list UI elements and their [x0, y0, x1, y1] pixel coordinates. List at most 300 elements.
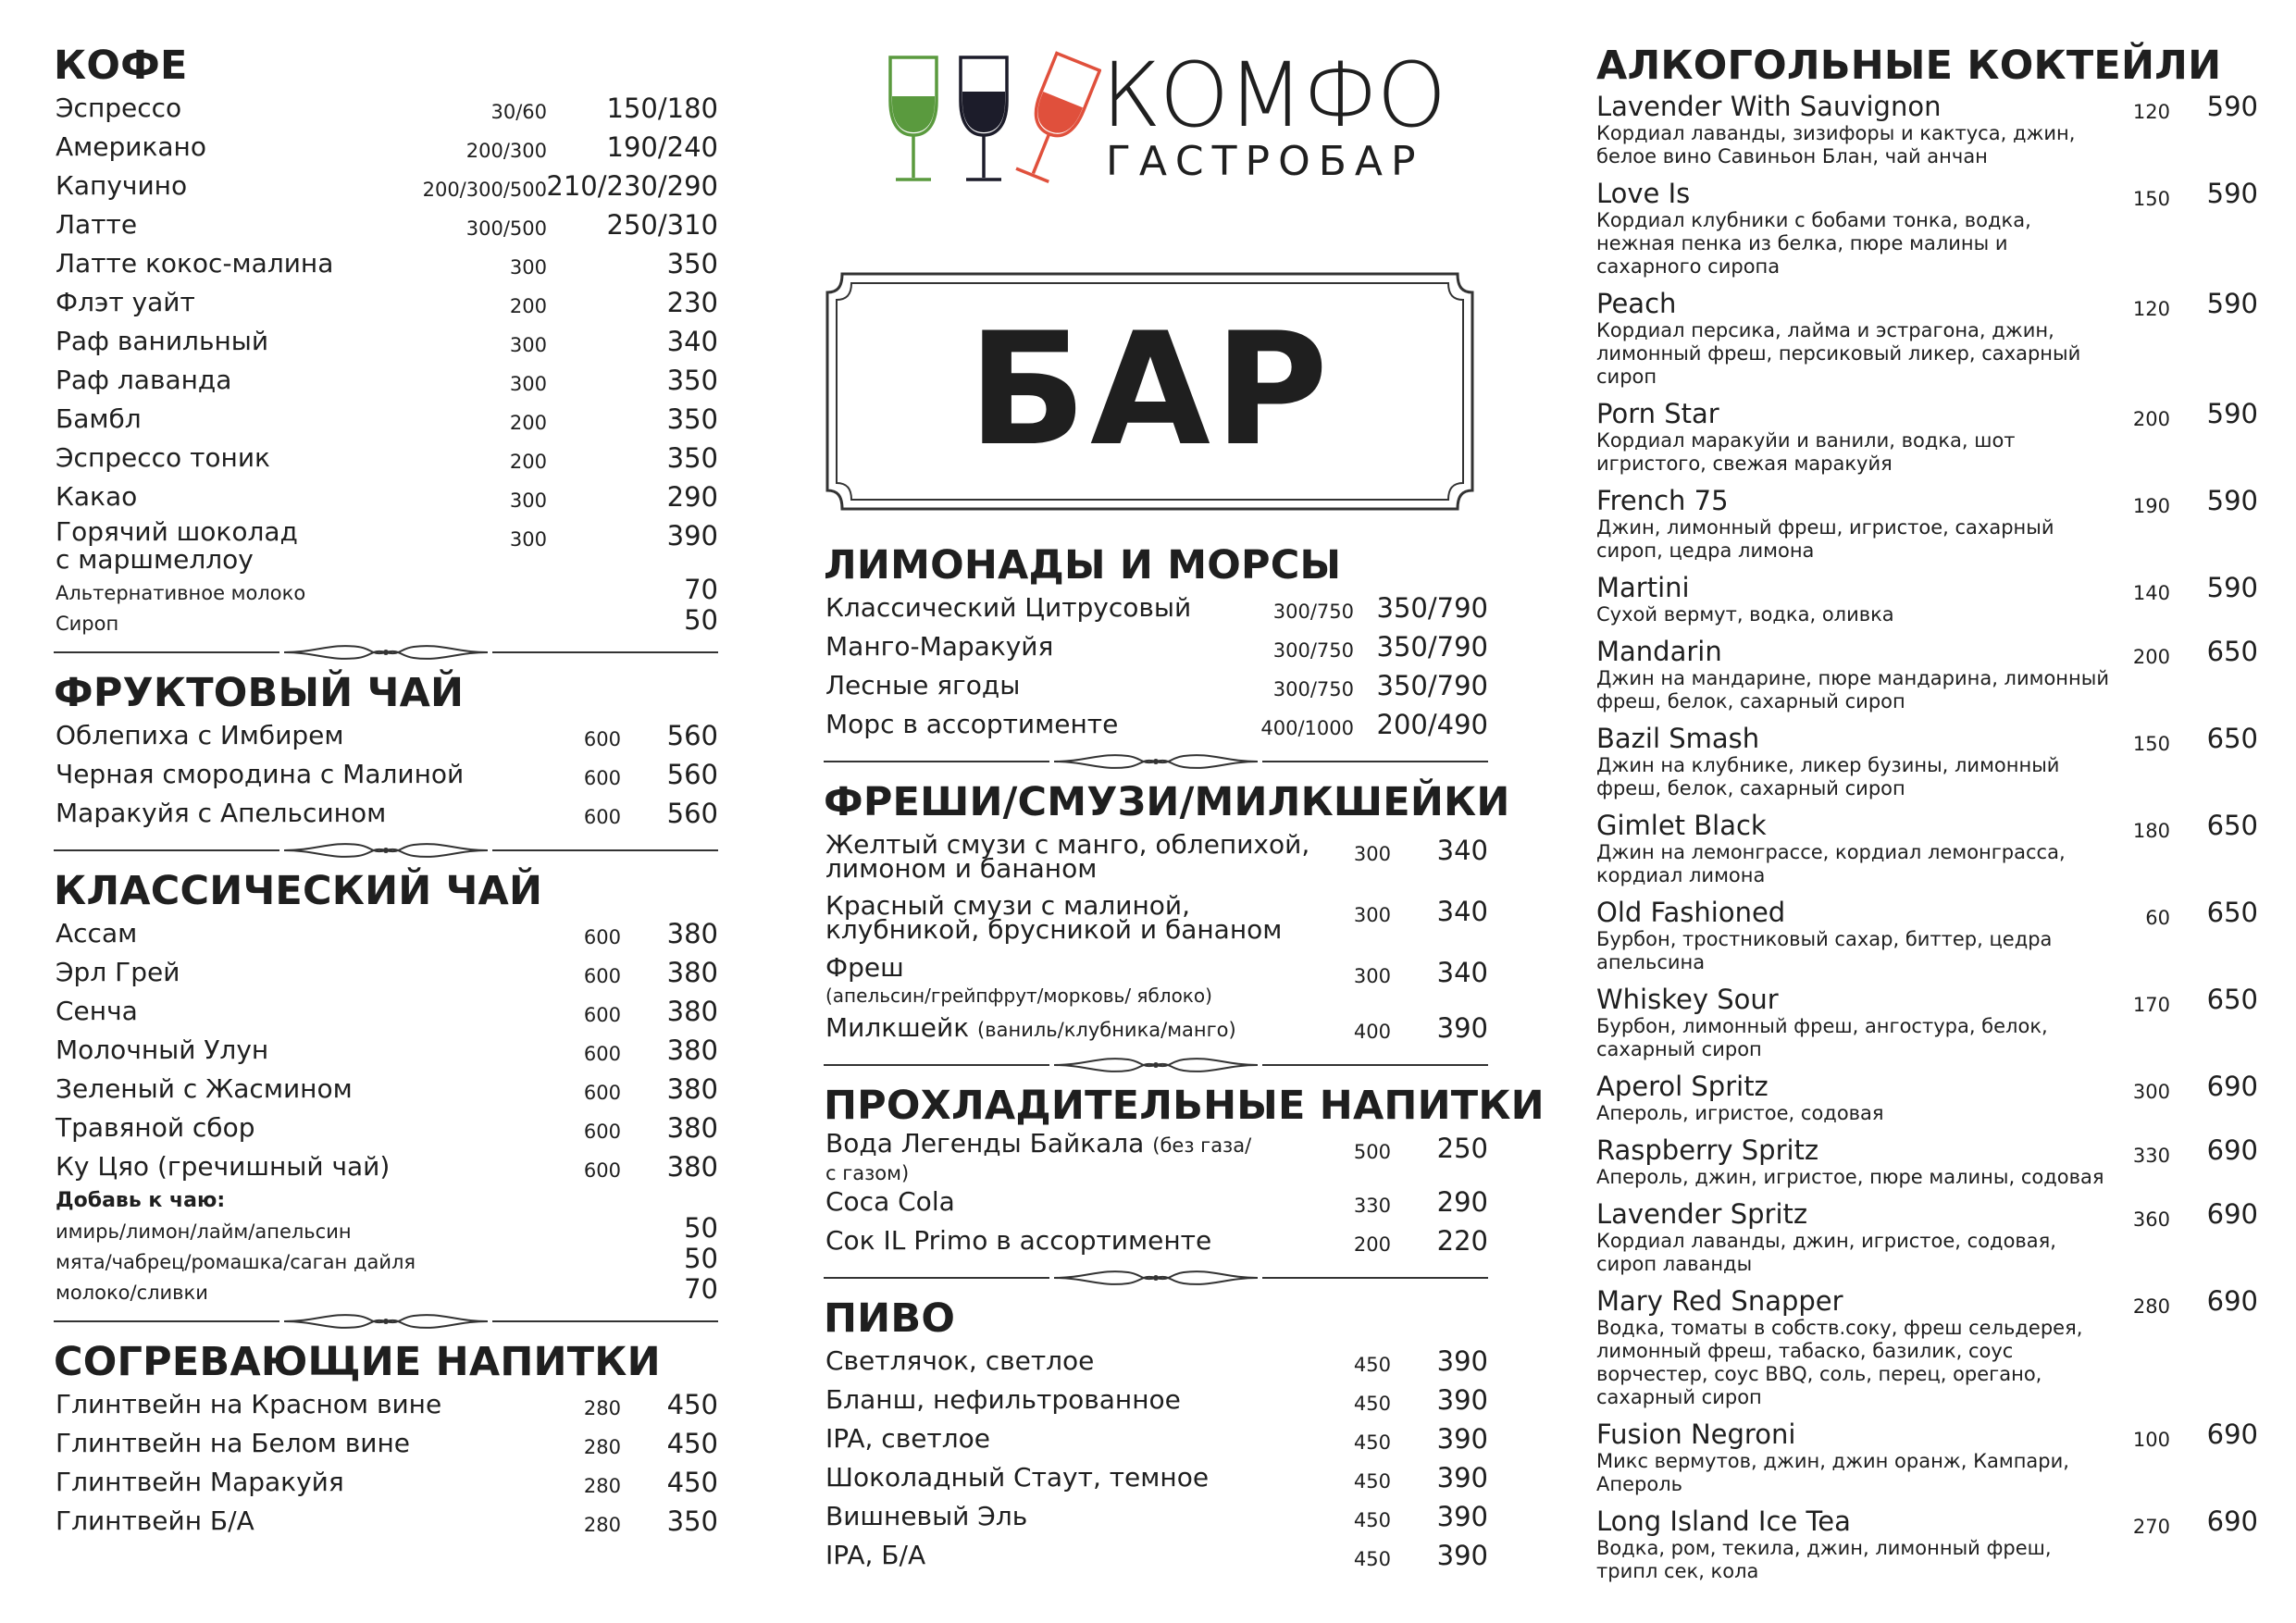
cocktail-price: 590 — [2206, 398, 2258, 429]
list-item — [54, 796, 718, 835]
fresh-list — [824, 829, 1488, 1049]
cocktail-description: Кордиал лаванды, джин, игристое, содовая, сироп лаванды — [1596, 1230, 2056, 1275]
item-name: Глинтвейн на Белом вине — [56, 1428, 411, 1458]
cocktail-item — [1596, 178, 2258, 279]
list-item — [54, 518, 718, 576]
cocktail-name: Martini — [1596, 572, 1690, 603]
beer-title: ПИВО — [824, 1295, 956, 1342]
item-price: 190/240 — [606, 131, 718, 163]
cocktail-price: 690 — [2206, 1505, 2258, 1537]
item-price: 350/790 — [1376, 631, 1488, 663]
item-price: 560 — [666, 720, 718, 751]
ornament-divider — [824, 746, 1488, 777]
item-name: молоко/сливки — [56, 1282, 208, 1304]
item-name-line: Желтый смузи с манго, облепихой, — [825, 829, 1310, 860]
cocktail-item — [1596, 1285, 2258, 1409]
fresh-title: ФРЕШИ/СМУЗИ/МИЛКШЕЙКИ — [824, 779, 1510, 825]
item-price: 150/180 — [606, 93, 718, 124]
item-volume: 600 — [583, 806, 621, 828]
tea-addons-title: Добавь к чаю: — [56, 1189, 226, 1212]
list-item — [54, 955, 718, 994]
item-name: Coca Cola — [825, 1186, 955, 1217]
item-name-line: Горячий шоколад — [56, 516, 298, 547]
item-name — [825, 890, 1283, 945]
list-item — [824, 1460, 1488, 1499]
item-name: Сок IL Primo в ассортименте — [825, 1225, 1212, 1256]
cocktail-volume: 170 — [2132, 994, 2170, 1016]
item-volume: 30/60 — [490, 101, 547, 123]
cocktail-price: 590 — [2206, 91, 2258, 122]
item-name: Глинтвейн Маракуйя — [56, 1467, 344, 1497]
item-price: 250/310 — [606, 209, 718, 241]
item-price: 70 — [684, 1273, 718, 1305]
cocktail-name: Peach — [1596, 288, 1677, 319]
item-price: 230 — [666, 287, 718, 318]
item-price: 350 — [666, 365, 718, 396]
classic-tea-list — [54, 916, 718, 1306]
cocktail-item — [1596, 1198, 2258, 1276]
cocktail-name: Old Fashioned — [1596, 897, 1786, 928]
cocktail-volume: 190 — [2132, 495, 2170, 517]
item-price: 220 — [1436, 1225, 1488, 1257]
cocktail-description: Сухой вермут, водка, оливка — [1596, 603, 1894, 626]
item-name: Глинтвейн на Красном вине — [56, 1389, 442, 1419]
list-item — [54, 916, 718, 955]
brand-tagline: ГАСТРОБАР — [1106, 138, 1424, 185]
cocktails-title: АЛКОГОЛЬНЫЕ КОКТЕЙЛИ — [1596, 43, 2222, 89]
list-item — [54, 718, 718, 757]
list-item — [824, 1128, 1488, 1184]
cocktail-name: Whiskey Sour — [1596, 984, 1779, 1015]
item-price: 250 — [1436, 1133, 1488, 1164]
item-volume: 450 — [1353, 1548, 1391, 1570]
item-price: 390 — [1436, 1540, 1488, 1571]
cocktail-volume: 360 — [2132, 1208, 2170, 1231]
cocktail-item — [1596, 91, 2258, 168]
list-item — [54, 1072, 718, 1110]
item-price: 450 — [666, 1467, 718, 1498]
cocktail-name: Long Island Ice Tea — [1596, 1505, 1851, 1537]
item-price: 290 — [1436, 1186, 1488, 1218]
item-volume: 200/300/500 — [422, 179, 547, 201]
item-name: Раф лаванда — [56, 365, 232, 395]
cocktail-price: 650 — [2206, 984, 2258, 1015]
cocktail-description: Джин на мандарине, пюре мандарина, лимонный фреш, белок, сахарный сироп — [1596, 667, 2109, 712]
cocktail-description: Кордиал лаванды, зизифоры и кактуса, джин, белое вино Савиньон Блан, чай анчан — [1596, 122, 2076, 167]
item-volume: 300 — [509, 334, 547, 356]
cocktail-item — [1596, 897, 2258, 974]
cocktail-volume: 60 — [2145, 907, 2170, 929]
cocktail-volume: 140 — [2132, 582, 2170, 604]
list-item — [824, 829, 1488, 894]
item-volume: 450 — [1353, 1431, 1391, 1454]
cocktail-name: French 75 — [1596, 485, 1729, 516]
item-volume: 300 — [509, 489, 547, 512]
fruit-tea-title: ФРУКТОВЫЙ ЧАЙ — [54, 670, 465, 716]
list-item — [54, 285, 718, 324]
item-volume: 500 — [1353, 1141, 1391, 1163]
cocktail-name: Love Is — [1596, 178, 1691, 209]
item-price: 390 — [1436, 1384, 1488, 1416]
classic-tea-title: КЛАССИЧЕСКИЙ ЧАЙ — [54, 868, 543, 914]
cocktail-price: 650 — [2206, 636, 2258, 667]
item-price: 380 — [666, 1035, 718, 1066]
item-price: 70 — [684, 574, 718, 605]
cocktail-price: 690 — [2206, 1134, 2258, 1166]
cocktail-description: Джин на лемонграссе, кордиал лемонграсса, кордиал лимона — [1596, 841, 2066, 886]
cocktail-item — [1596, 398, 2258, 476]
list-item — [824, 1382, 1488, 1421]
item-price: 390 — [1436, 1012, 1488, 1044]
addon-item — [54, 1245, 718, 1275]
list-item — [54, 479, 718, 518]
list-item — [54, 757, 718, 796]
item-price: 50 — [684, 604, 718, 636]
item-volume: 280 — [583, 1475, 621, 1497]
item-price: 350/790 — [1376, 592, 1488, 624]
item-price: 390 — [1436, 1423, 1488, 1455]
cocktail-item — [1596, 1134, 2258, 1189]
cocktail-volume: 330 — [2132, 1145, 2170, 1167]
cold-drinks-list — [824, 1128, 1488, 1262]
cocktail-volume: 100 — [2132, 1429, 2170, 1451]
item-volume: 600 — [583, 728, 621, 750]
cocktail-name: Aperol Spritz — [1596, 1071, 1769, 1102]
item-name: Латте кокос-малина — [56, 248, 334, 279]
item-name: Глинтвейн Б/А — [56, 1505, 254, 1536]
cocktail-volume: 120 — [2132, 101, 2170, 123]
cocktail-name: Lavender Spritz — [1596, 1198, 1808, 1230]
item-name: Вишневый Эль — [825, 1501, 1028, 1531]
item-price: 200/490 — [1376, 709, 1488, 740]
item-name: Альтернативное молоко — [56, 582, 306, 604]
item-name-line: Вода Легенды Байкала — [825, 1128, 1145, 1158]
cocktail-name: Fusion Negroni — [1596, 1419, 1796, 1450]
item-price: 380 — [666, 1073, 718, 1105]
cocktail-volume: 200 — [2132, 408, 2170, 430]
item-note: (без газа/ — [1152, 1134, 1252, 1157]
item-name: Капучино — [56, 170, 188, 201]
cocktail-description: Кордиал персика, лайма и эстрагона, джин, лимонный фреш, персиковый ликер, сахарный сироп — [1596, 319, 2081, 388]
fruit-tea-list — [54, 718, 718, 835]
item-price: 450 — [666, 1389, 718, 1420]
item-volume: 300/500 — [465, 217, 547, 240]
item-volume: 300 — [1353, 904, 1391, 926]
cocktail-price: 690 — [2206, 1071, 2258, 1102]
item-name: Латте — [56, 209, 138, 240]
item-volume: 200 — [1353, 1233, 1391, 1256]
item-name-line: клубникой, брусникой и бананом — [825, 914, 1283, 945]
item-name: Классический Цитрусовый — [825, 592, 1192, 623]
cocktail-name: Mary Red Snapper — [1596, 1285, 1843, 1317]
item-name: Какао — [56, 481, 138, 512]
item-note: (апельсин/грейпфрут/морковь/ яблоко) — [825, 985, 1212, 1007]
wine-glasses-icon — [879, 50, 1101, 189]
list-item — [54, 91, 718, 130]
coffee-list — [54, 91, 718, 637]
list-item — [54, 207, 718, 246]
list-item — [824, 890, 1488, 955]
cocktail-volume: 150 — [2132, 733, 2170, 755]
item-price: 560 — [666, 798, 718, 829]
item-volume: 300/750 — [1272, 601, 1354, 623]
list-item — [824, 1223, 1488, 1262]
item-volume: 280 — [583, 1397, 621, 1419]
item-name — [825, 1010, 1236, 1047]
item-price: 560 — [666, 759, 718, 790]
item-price: 380 — [666, 1151, 718, 1183]
item-volume: 600 — [583, 965, 621, 987]
item-note: с газом) — [825, 1162, 910, 1184]
item-name: Эспрессо — [56, 93, 182, 123]
cocktail-description: Кордиал маракуйи и ванили, водка, шот игристого, свежая маракуйя — [1596, 429, 2016, 475]
bar-title-frame — [824, 270, 1476, 513]
list-item — [54, 246, 718, 285]
list-item — [824, 1499, 1488, 1538]
cocktail-name: Mandarin — [1596, 636, 1722, 667]
item-volume: 450 — [1353, 1354, 1391, 1376]
item-price: 350/790 — [1376, 670, 1488, 701]
item-name — [825, 952, 1212, 1009]
ornament-divider — [54, 637, 718, 668]
item-name — [56, 518, 298, 574]
warming-title: СОГРЕВАЮЩИЕ НАПИТКИ — [54, 1339, 661, 1385]
item-price: 350 — [666, 442, 718, 474]
list-item — [824, 952, 1488, 1010]
extra-item — [54, 576, 718, 606]
item-name: Ассам — [56, 918, 138, 948]
list-item — [54, 1387, 718, 1426]
cocktail-item — [1596, 636, 2258, 713]
item-volume: 300/750 — [1272, 678, 1354, 700]
item-volume: 600 — [583, 1082, 621, 1104]
item-price: 340 — [666, 326, 718, 357]
item-price: 340 — [1436, 896, 1488, 927]
item-name — [825, 1128, 1252, 1186]
list-item — [824, 668, 1488, 707]
cocktail-volume: 120 — [2132, 298, 2170, 320]
cocktail-description: Водка, томаты в собств.соку, фреш сельдерея, лимонный фреш, табаско, базилик, соус ворчестер, соус BBQ, соль, перец, орегано, сахарный сироп — [1596, 1317, 2083, 1408]
cocktail-description: Водка, ром, текила, джин, лимонный фреш, трипл сек, кола — [1596, 1537, 2052, 1582]
item-name: Американо — [56, 131, 206, 162]
item-price: 390 — [666, 520, 718, 551]
beer-list — [824, 1344, 1488, 1577]
cocktail-description: Джин на клубнике, ликер бузины, лимонный фреш, белок, сахарный сироп — [1596, 754, 2060, 799]
list-item — [54, 402, 718, 440]
list-item — [54, 363, 718, 402]
cocktail-name: Gimlet Black — [1596, 810, 1767, 841]
cold-drinks-title: ПРОХЛАДИТЕЛЬНЫЕ НАПИТКИ — [824, 1083, 1545, 1129]
cocktail-price: 690 — [2206, 1419, 2258, 1450]
cocktail-item — [1596, 1505, 2258, 1583]
item-price: 380 — [666, 918, 718, 949]
item-name: Ку Цяо (гречишный чай) — [56, 1151, 391, 1182]
item-name: Травяной сбор — [56, 1112, 255, 1143]
ornament-divider — [824, 1049, 1488, 1081]
item-volume: 300 — [1353, 843, 1391, 865]
list-item — [824, 1010, 1488, 1049]
item-name: IPA, светлое — [825, 1423, 990, 1454]
list-item — [824, 629, 1488, 668]
brand-name: КОМФО — [1101, 43, 1446, 147]
cocktail-price: 590 — [2206, 572, 2258, 603]
cocktail-description: Микс вермутов, джин, джин оранж, Кампари, Апероль — [1596, 1450, 2069, 1495]
item-name — [825, 829, 1310, 884]
item-name: Шоколадный Стаут, темное — [825, 1462, 1210, 1493]
item-name-line: с маршмеллоу — [56, 544, 254, 575]
item-price: 350 — [666, 403, 718, 435]
item-name: Эспрессо тоник — [56, 442, 270, 473]
cocktail-name: Porn Star — [1596, 398, 1719, 429]
item-volume: 600 — [583, 926, 621, 948]
item-price: 390 — [1436, 1501, 1488, 1532]
item-price: 290 — [666, 481, 718, 513]
list-item — [824, 1538, 1488, 1577]
cocktail-description: Апероль, игристое, содовая — [1596, 1102, 1884, 1124]
item-price: 450 — [666, 1428, 718, 1459]
item-volume: 280 — [583, 1436, 621, 1458]
item-volume: 450 — [1353, 1393, 1391, 1415]
brand-logo — [824, 41, 1488, 198]
item-price: 50 — [684, 1212, 718, 1244]
item-name: Бамбл — [56, 403, 142, 434]
cocktail-description: Апероль, джин, игристое, пюре малины, содовая — [1596, 1166, 2104, 1188]
ornament-divider — [54, 1306, 718, 1337]
list-item — [54, 1110, 718, 1149]
coffee-title: КОФЕ — [54, 43, 188, 89]
item-name: Раф ванильный — [56, 326, 269, 356]
item-name: Черная смородина с Малиной — [56, 759, 465, 789]
item-volume: 450 — [1353, 1470, 1391, 1493]
item-volume: 200 — [509, 451, 547, 473]
item-volume: 300/750 — [1272, 639, 1354, 662]
list-item — [54, 168, 718, 207]
cocktail-item — [1596, 485, 2258, 563]
cocktail-item — [1596, 984, 2258, 1061]
item-name: Зеленый с Жасмином — [56, 1073, 353, 1104]
item-volume: 200/300 — [465, 140, 547, 162]
cocktail-name: Bazil Smash — [1596, 723, 1760, 754]
cocktail-description: Бурбон, лимонный фреш, ангостура, белок, сахарный сироп — [1596, 1015, 2048, 1060]
item-name-line: Фреш — [825, 952, 904, 983]
list-item — [54, 324, 718, 363]
item-volume: 300 — [509, 373, 547, 395]
item-name: Облепиха с Имбирем — [56, 720, 344, 750]
item-name: IPA, Б/А — [825, 1540, 926, 1570]
list-item — [824, 590, 1488, 629]
lemonades-title: ЛИМОНАДЫ И МОРСЫ — [824, 542, 1342, 588]
item-volume: 300 — [509, 528, 547, 551]
cocktail-volume: 270 — [2132, 1516, 2170, 1538]
cocktail-price: 590 — [2206, 288, 2258, 319]
lemonades-list — [824, 590, 1488, 746]
list-item — [54, 1465, 718, 1504]
cocktail-description: Бурбон, тростниковый сахар, биттер, цедра апельсина — [1596, 928, 2053, 973]
extra-item — [54, 606, 718, 637]
item-name: Морс в ассортименте — [825, 709, 1119, 739]
list-item — [54, 1033, 718, 1072]
item-price: 380 — [666, 1112, 718, 1144]
cocktail-name: Lavender With Sauvignon — [1596, 91, 1942, 122]
item-price: 340 — [1436, 835, 1488, 866]
item-name-line: Красный смузи с малиной, — [825, 890, 1190, 921]
list-item — [54, 1504, 718, 1542]
list-item — [54, 1426, 718, 1465]
cocktail-item — [1596, 572, 2258, 626]
item-volume: 450 — [1353, 1509, 1391, 1531]
item-name-line: Милкшейк — [825, 1012, 970, 1043]
right-column — [1596, 41, 2258, 1592]
bar-title: БАР — [967, 299, 1333, 480]
item-volume: 200 — [509, 412, 547, 434]
cocktail-volume: 280 — [2132, 1295, 2170, 1318]
item-volume: 600 — [583, 1159, 621, 1182]
item-name: Маракуйя с Апельсином — [56, 798, 387, 828]
item-name: Молочный Улун — [56, 1035, 269, 1065]
item-name: мята/чабрец/ромашка/саган дайля — [56, 1251, 416, 1273]
item-name: Флэт уайт — [56, 287, 195, 317]
cocktail-volume: 180 — [2132, 820, 2170, 842]
cocktail-price: 690 — [2206, 1285, 2258, 1317]
item-volume: 300 — [509, 256, 547, 279]
cocktail-price: 590 — [2206, 485, 2258, 516]
warming-list — [54, 1387, 718, 1542]
item-volume: 600 — [583, 1121, 621, 1143]
item-price: 210/230/290 — [546, 170, 718, 202]
cocktail-volume: 200 — [2132, 646, 2170, 668]
cocktail-price: 650 — [2206, 810, 2258, 841]
list-item — [824, 1184, 1488, 1223]
cocktail-price: 690 — [2206, 1198, 2258, 1230]
item-volume: 600 — [583, 1004, 621, 1026]
cocktail-description: Джин, лимонный фреш, игристое, сахарный сироп, цедра лимона — [1596, 516, 2054, 562]
list-item — [54, 994, 718, 1033]
ornament-divider — [824, 1262, 1488, 1294]
item-name: Сенча — [56, 996, 138, 1026]
item-price: 390 — [1436, 1345, 1488, 1377]
item-name: Эрл Грей — [56, 957, 180, 987]
item-note: (ваниль/клубника/манго) — [977, 1019, 1236, 1041]
item-volume: 300 — [1353, 965, 1391, 987]
cocktail-item — [1596, 288, 2258, 389]
addon-item — [54, 1275, 718, 1306]
cocktail-volume: 300 — [2132, 1081, 2170, 1103]
cocktail-price: 650 — [2206, 723, 2258, 754]
item-volume: 280 — [583, 1514, 621, 1536]
cocktail-description: Кордиал клубники с бобами тонка, водка, нежная пенка из белка, пюре малины и сахарного сиропа — [1596, 209, 2031, 278]
item-name: Манго-Маракуйя — [825, 631, 1054, 662]
item-name-line: лимоном и бананом — [825, 853, 1098, 884]
cocktail-volume: 150 — [2132, 188, 2170, 210]
item-name: Бланш, нефильтрованное — [825, 1384, 1181, 1415]
item-name: Светлячок, светлое — [825, 1345, 1095, 1376]
item-volume: 330 — [1353, 1195, 1391, 1217]
cocktail-item — [1596, 1071, 2258, 1125]
item-price: 380 — [666, 996, 718, 1027]
item-volume: 600 — [583, 1043, 621, 1065]
item-volume: 200 — [509, 295, 547, 317]
left-column — [54, 41, 718, 1542]
list-item — [824, 1344, 1488, 1382]
list-item — [824, 707, 1488, 746]
cocktail-price: 590 — [2206, 178, 2258, 209]
item-name: Сироп — [56, 613, 119, 635]
cocktail-list — [1596, 91, 2258, 1583]
item-price: 380 — [666, 957, 718, 988]
cocktail-price: 650 — [2206, 897, 2258, 928]
cocktail-item — [1596, 1419, 2258, 1496]
list-item — [54, 1149, 718, 1188]
